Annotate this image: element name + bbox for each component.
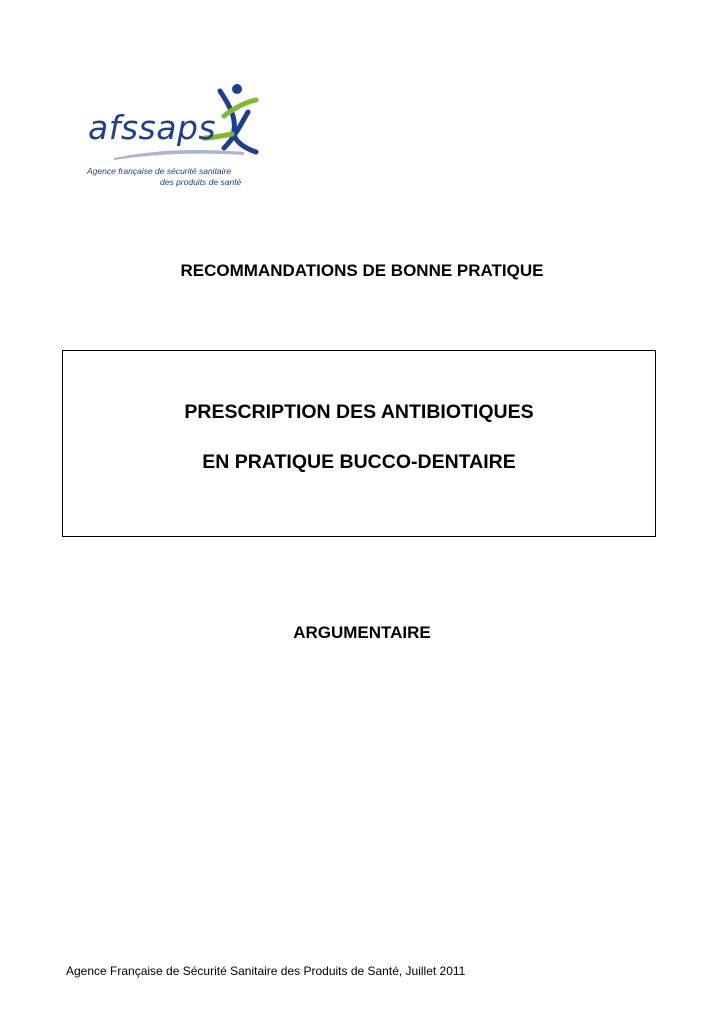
logo-wordmark: afssaps — [88, 108, 217, 147]
section-label: ARGUMENTAIRE — [293, 623, 431, 642]
document-title-line1: PRESCRIPTION DES ANTIBIOTIQUES — [184, 401, 534, 423]
afssaps-logo — [84, 82, 264, 192]
document-subtitle: RECOMMANDATIONS DE BONNE PRATIQUE — [180, 261, 544, 280]
page-footer: Agence Française de Sécurité Sanitaire des Produits de Santé, Juillet 2011 — [66, 964, 466, 978]
logo-tagline-line1: Agence française de sécurité sanitaire — [87, 166, 232, 176]
title-box — [62, 350, 656, 537]
document-title-line2: EN PRATIQUE BUCCO-DENTAIRE — [202, 451, 516, 473]
logo-tagline-line2: des produits de santé — [160, 177, 242, 187]
